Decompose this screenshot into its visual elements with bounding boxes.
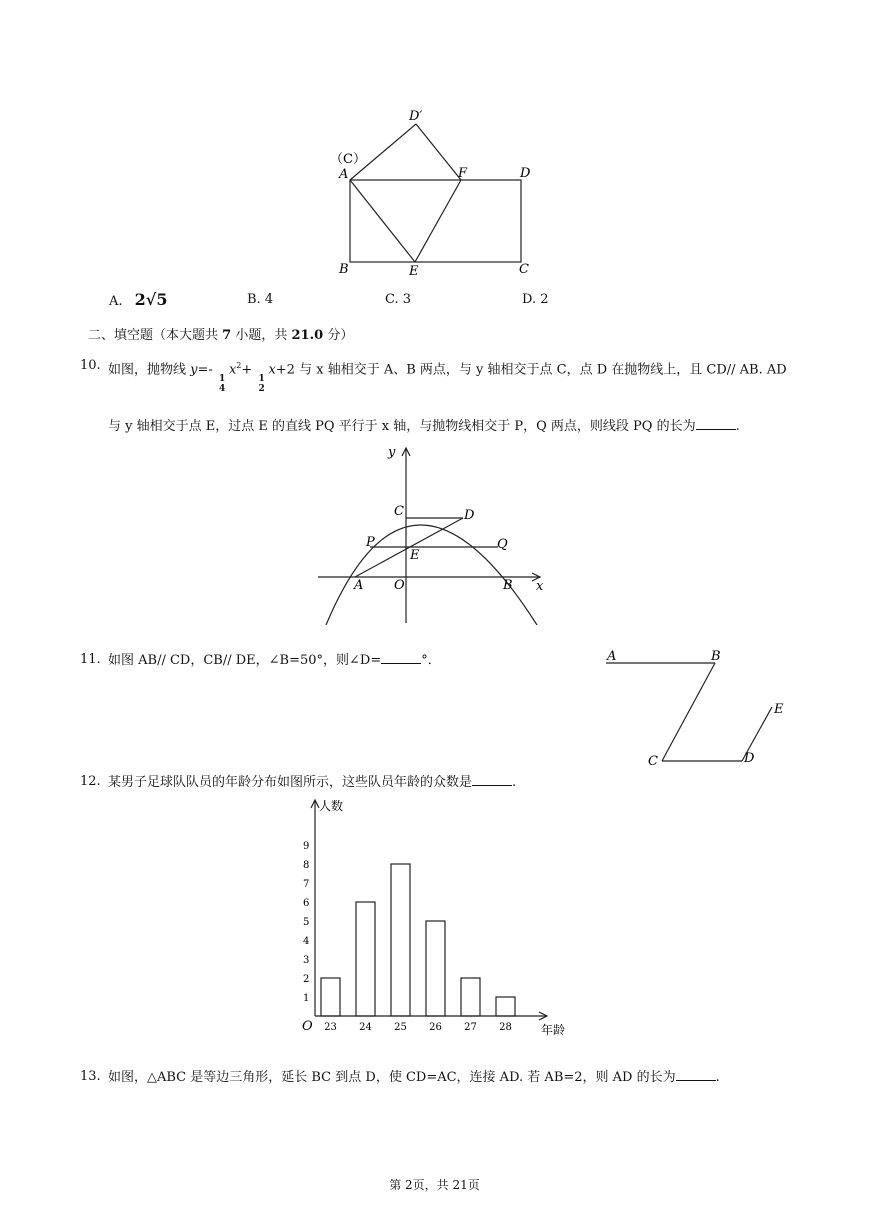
frac1 [217, 363, 229, 395]
label-e: E [774, 702, 784, 717]
label-d: D [464, 508, 475, 523]
option-b: B. 4 [247, 292, 274, 307]
q12-number: 12. [80, 774, 101, 789]
q10-line1-rest: 与 x 轴相交于 A、B 两点，与 y 轴相交于点 C，点 D 在抛物线上，且 CD// AB. AD [299, 362, 787, 378]
eq-part1: =- [197, 362, 213, 378]
frac1-num: 1 [218, 374, 226, 385]
q11-end: °． [421, 653, 441, 668]
bar [461, 978, 480, 1016]
q11-question: 如图 AB// CD，CB// DE，∠B=50°，则∠D= [108, 653, 382, 668]
y-tick-label: 8 [303, 860, 310, 871]
label-f: F [458, 166, 468, 181]
y-tick-label: 6 [303, 898, 310, 909]
section-count: 7 [222, 328, 232, 343]
label-q: Q [497, 537, 508, 552]
eq-x1: x [228, 362, 237, 378]
option-a-value: 2√5 [134, 290, 168, 309]
q10-line1 [108, 357, 787, 395]
q12-end: . [512, 775, 517, 790]
bar [496, 997, 515, 1016]
answer-blank[interactable] [472, 773, 512, 786]
age-distribution-chart [295, 790, 580, 1040]
frac2 [256, 363, 268, 395]
label-d-prime: D′ [409, 109, 423, 124]
q13-number: 13. [80, 1069, 101, 1084]
section-title-suffix: 分） [327, 328, 354, 343]
q10-line2-text: 与 y 轴相交于点 E，过点 E 的直线 PQ 平行于 x 轴，与抛物线相交于 P，Q 两点，则线段 PQ 的长为 [108, 419, 696, 434]
eq-y: y [190, 362, 198, 378]
label-e: E [410, 548, 420, 563]
x-tick-label: 27 [464, 1022, 477, 1033]
q13-question: 如图，△ABC 是等边三角形，延长 BC 到点 D，使 CD=AC，连接 AD. 若 AB=2，则 AD 的长为 [108, 1070, 676, 1085]
label-o: O [394, 578, 405, 593]
label-d: D [744, 751, 755, 766]
rectangle-fold-figure [325, 100, 555, 285]
page-footer: 第 2页，共 21页 [389, 1178, 480, 1192]
option-c: C. 3 [385, 292, 412, 307]
answer-blank[interactable] [676, 1068, 716, 1081]
x-tick-label: 24 [359, 1022, 372, 1033]
option-d: D. 2 [522, 292, 549, 307]
q13-end: . [715, 1070, 720, 1085]
bar [321, 978, 340, 1016]
q12-question: 某男子足球队队员的年龄分布如图所示，这些队员年龄的众数是 [108, 775, 473, 790]
q10-number: 10. [80, 358, 101, 373]
q10-intro: 如图，抛物线 [108, 362, 187, 378]
label-p: P [366, 535, 375, 550]
option-a-label: A. [109, 294, 123, 309]
section-title-mid: 小题，共 [235, 328, 288, 343]
q11-number: 11. [80, 652, 101, 667]
label-a: A [354, 578, 364, 593]
parallel-lines-figure [598, 645, 798, 770]
q10-line2-end: . [735, 419, 740, 434]
section-title [88, 327, 353, 345]
x-tick-label: 28 [499, 1022, 512, 1033]
label-a: A [607, 649, 617, 664]
eq-sup: 2 [236, 361, 242, 370]
label-x: x [536, 579, 544, 594]
x-axis-title: 年龄 [541, 1023, 566, 1037]
y-tick-label: 9 [303, 841, 310, 852]
x-tick-label: 23 [324, 1022, 337, 1033]
eq-part2: + [241, 362, 253, 378]
eq-x2: x [268, 362, 276, 378]
y-tick-label: 2 [303, 974, 310, 985]
frac1-den: 4 [218, 384, 226, 395]
y-axis-title: 人数 [319, 799, 344, 813]
y-tick-label: 3 [303, 955, 310, 966]
answer-blank[interactable] [381, 651, 421, 664]
origin-label: O [302, 1019, 313, 1034]
label-c-paren: （C） [330, 152, 366, 167]
label-b: B [503, 578, 513, 593]
q10-line2 [108, 417, 740, 436]
bar [356, 902, 375, 1016]
option-a [109, 290, 167, 309]
label-a: A [339, 167, 349, 182]
y-tick-label: 4 [303, 936, 310, 947]
label-y: y [388, 445, 396, 460]
label-d: D [520, 166, 531, 181]
frac2-den: 2 [258, 384, 265, 395]
parabola-figure [318, 440, 550, 625]
label-c: C [519, 262, 529, 277]
label-b: B [339, 262, 349, 277]
y-tick-label: 5 [303, 917, 310, 928]
bar [391, 864, 410, 1016]
eq-part3: +2 [275, 362, 295, 378]
frac2-num: 1 [258, 374, 265, 385]
q13-text [108, 1068, 720, 1087]
label-e: E [409, 264, 419, 279]
q11-text [108, 651, 441, 670]
x-tick-label: 25 [394, 1022, 407, 1033]
bar [426, 921, 445, 1016]
y-tick-label: 7 [303, 879, 310, 890]
section-title-prefix: 二、填空题（本大题共 [88, 328, 219, 343]
y-tick-label: 1 [303, 993, 310, 1004]
section-points: 21.0 [291, 328, 324, 343]
answer-blank[interactable] [696, 417, 736, 430]
x-tick-label: 26 [429, 1022, 442, 1033]
label-b: B [711, 649, 721, 664]
label-c: C [394, 504, 404, 519]
label-c: C [648, 754, 658, 769]
